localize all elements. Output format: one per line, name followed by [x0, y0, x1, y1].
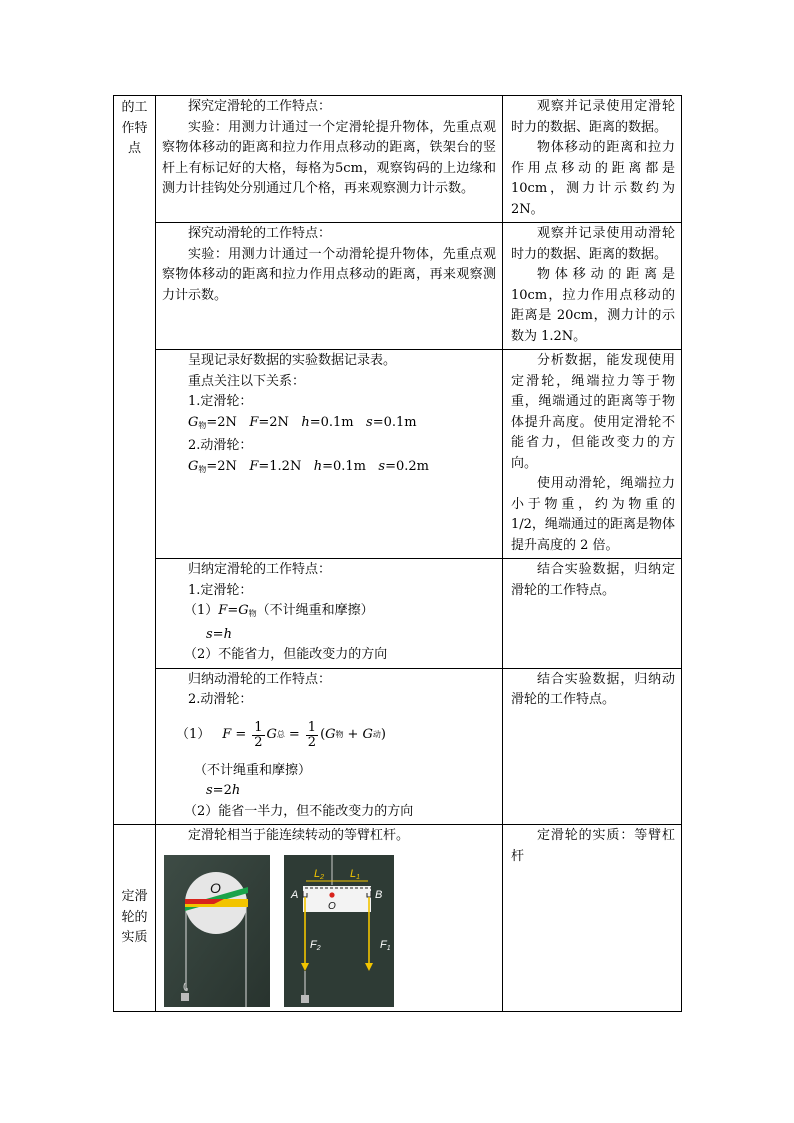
svg-text:F2: F2	[310, 938, 321, 952]
summary-text: 结合实验数据，归纳动滑轮的工作特点。	[511, 671, 675, 707]
fraction-one-half: $\frac{1}{2}$	[254, 720, 263, 750]
fixed-pulley-experiment-cell	[156, 96, 503, 223]
topic-essence	[114, 825, 156, 1012]
photo-label: F	[380, 938, 388, 951]
fixed-pulley-observation-cell	[503, 96, 682, 223]
text-line: 呈现记录好数据的实验数据记录表。	[188, 353, 397, 368]
analysis-text: 使用动滑轮，绳端拉力小于物重，约为物重的 1/2，绳端通过的距离是物体提升高度的 2 倍。	[511, 476, 675, 553]
topic-line: 实质	[121, 930, 148, 946]
movable-pulley-observation-cell	[503, 223, 682, 350]
fraction-one-half: $\frac{1}{2}$	[307, 720, 317, 750]
analysis-cell	[503, 350, 682, 559]
row-data-table	[114, 350, 682, 559]
observation-text: 物体移动的距离是10cm，拉力作用点移动的距离是 20cm，测力计的示数为 1.2N。	[511, 267, 675, 344]
movable-pulley-summary-cell	[156, 668, 503, 825]
fixed-pulley-summary-cell	[156, 559, 503, 669]
essence-note: 定滑轮的实质：等臂杠杆	[511, 828, 675, 864]
row-movable-pulley-experiment	[114, 223, 682, 350]
essence-cell	[156, 825, 503, 1012]
section-title: 探究定滑轮的工作特点：	[188, 99, 332, 114]
movable-pulley-experiment-cell	[156, 223, 503, 350]
photo-label: L	[350, 867, 357, 880]
movable-pulley-summary-note	[503, 668, 682, 825]
summary-text: 结合实验数据，归纳定滑轮的工作特点。	[511, 562, 675, 598]
essence-note-cell	[503, 825, 682, 1012]
photo-row	[162, 847, 496, 1007]
formula-line: s=2h	[206, 783, 241, 798]
lesson-table	[113, 95, 682, 1012]
movable-pulley-formula: （1） F = $\frac{1}{2}$ G 总 = $\frac{1}{2}$ ( G 物 + G 动 )	[176, 720, 386, 750]
lever-model-photo	[284, 855, 394, 1007]
row-movable-pulley-summary	[114, 668, 682, 825]
text-line: （2）不能省力，但能改变力的方向	[184, 647, 388, 662]
text-line: （不计绳重和摩擦）	[194, 762, 312, 778]
observation-text: 物体移动的距离和拉力作用点移动的距离都是10cm，测力计示数约为 2N。	[511, 140, 675, 217]
topic-line: 定滑	[121, 889, 148, 905]
photo-label: F	[310, 938, 318, 951]
photo-label: A	[291, 888, 299, 901]
topic-line: 的工	[121, 100, 148, 115]
photo-label: B	[375, 888, 383, 901]
observation-text: 观察并记录使用定滑轮时力的数据、距离的数据。	[511, 99, 675, 135]
essence-text: 定滑轮相当于能连续转动的等臂杠杆。	[188, 828, 410, 843]
photo-label: L	[314, 867, 321, 880]
topic-line: 作特	[121, 120, 148, 136]
fixed-pulley-data: $G_物=2N$ F=2N h=0.1m s=0.1m	[188, 414, 417, 430]
row-fixed-pulley-experiment	[114, 96, 682, 223]
photo-label: O	[328, 900, 337, 912]
photo-label: O	[210, 879, 221, 896]
movable-pulley-data: $G_物=2N$ F=1.2N h=0.1m s=0.2m	[188, 458, 429, 474]
svg-text:L2: L2	[314, 867, 325, 881]
formula-line: $(1)F=G_物$（不计绳重和摩擦）	[184, 603, 374, 618]
formula-line: s=h	[206, 626, 232, 642]
text-line: 1.定滑轮：	[188, 582, 253, 598]
section-title: 探究动滑轮的工作特点：	[188, 226, 332, 241]
topic-line: 轮的	[121, 909, 148, 925]
text-line: 重点关注以下关系：	[188, 373, 306, 389]
svg-text:F1: F1	[380, 938, 391, 952]
experiment-text: 实验：用测力计通过一个动滑轮提升物体，先重点观察物体移动的距离和拉力作用点移动的距离，再来观察测力计示数。	[162, 246, 496, 303]
row-fixed-pulley-summary	[114, 559, 682, 669]
observation-text: 观察并记录使用动滑轮时力的数据、距离的数据。	[511, 226, 675, 262]
text-line: （2）能省一半力，但不能改变力的方向	[184, 803, 414, 819]
data-relations-cell	[156, 350, 503, 559]
text-line: 1.定滑轮：	[188, 394, 253, 409]
row-fixed-pulley-essence	[114, 825, 682, 1012]
svg-text:L1: L1	[350, 867, 361, 881]
text-line: 2.动滑轮：	[188, 438, 253, 453]
text-line: 2.动滑轮：	[188, 692, 253, 707]
topic-line: 点	[127, 141, 141, 156]
experiment-text: 实验：用测力计通过一个定滑轮提升物体，先重点观察物体移动的距离和拉力作用点移动的距离，铁架台的竖杆上有标记好的大格，每格为5cm，观察钩码的上边缘和测力计挂钩处分别通过几个格，再来观察测力计示数。	[162, 119, 496, 196]
analysis-text: 分析数据，能发现使用定滑轮，绳端拉力等于物重，绳端通过的距离等于物体提升高度。使用定滑轮不能省力，但能改变力的方向。	[511, 353, 675, 471]
pulley-photo	[164, 855, 270, 1007]
section-title: 归纳动滑轮的工作特点：	[188, 671, 332, 687]
fixed-pulley-summary-note	[503, 559, 682, 669]
topic-work-features	[114, 96, 156, 825]
section-title: 归纳定滑轮的工作特点：	[188, 562, 332, 577]
